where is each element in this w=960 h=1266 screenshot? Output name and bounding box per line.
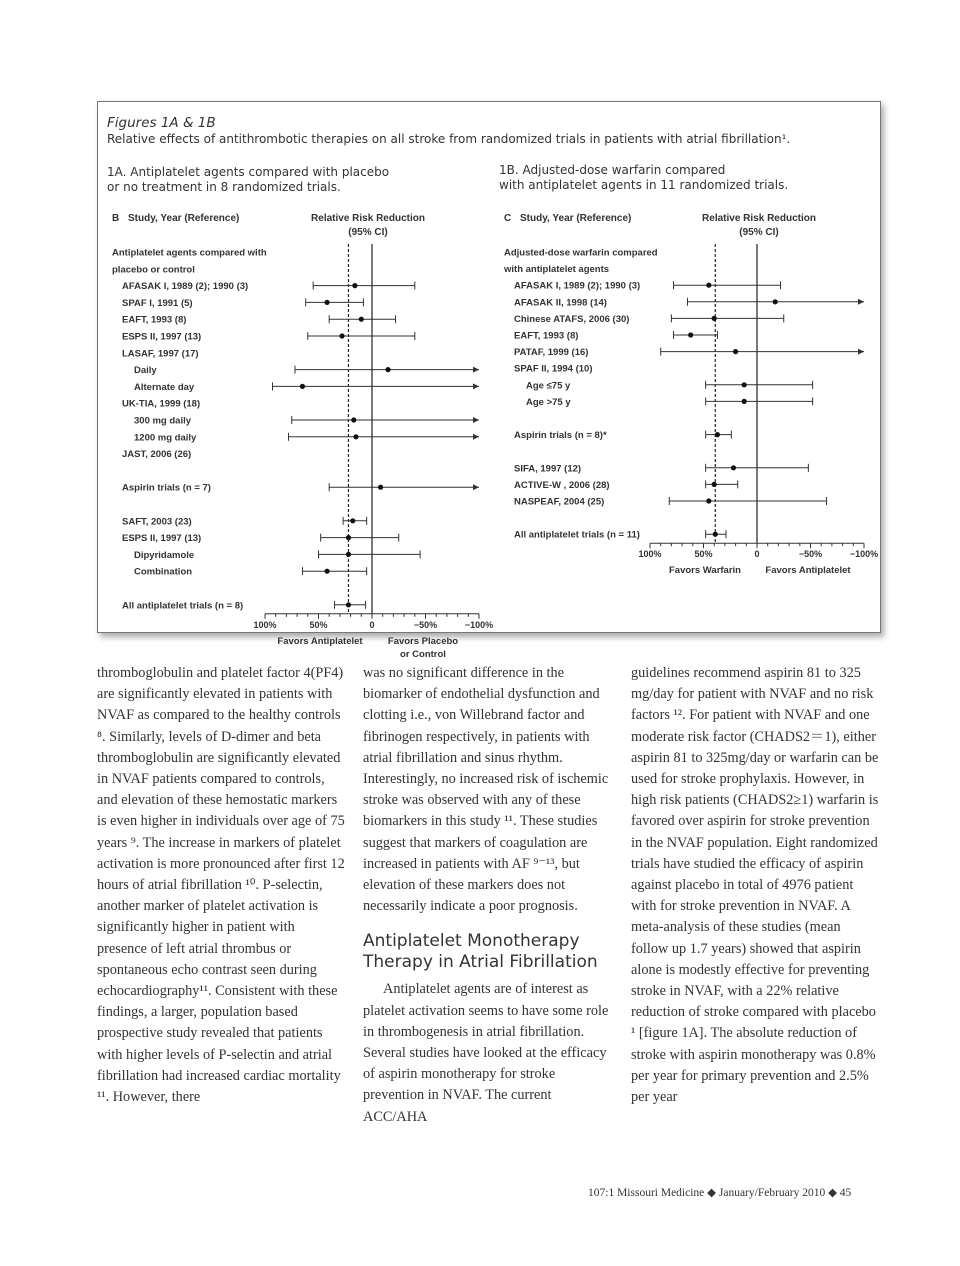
study-label: AFASAK II, 1998 (14) xyxy=(514,297,607,309)
summary-label: Aspirin trials (n = 8)* xyxy=(514,430,607,442)
ci-arrow xyxy=(473,417,479,423)
study-label: Chinese ATAFS, 2006 (30) xyxy=(514,313,630,325)
study-label: ESPS II, 1997 (13) xyxy=(122,533,202,545)
study-label: ACTIVE-W , 2006 (28) xyxy=(514,479,610,491)
text-column-3 xyxy=(631,663,881,1108)
point-estimate xyxy=(706,283,711,288)
point-estimate xyxy=(712,482,717,487)
point-estimate xyxy=(733,349,738,354)
ci-arrow xyxy=(473,383,479,389)
panel-b-caption xyxy=(499,163,788,193)
study-label: ESPS II, 1997 (13) xyxy=(122,331,202,343)
point-estimate xyxy=(359,317,364,322)
ci-arrow xyxy=(473,434,479,440)
point-estimate xyxy=(712,316,717,321)
point-estimate xyxy=(706,498,711,503)
text-column-1 xyxy=(97,663,347,1108)
column-2-paragraph-2: Antiplatelet agents are of interest as platelet activation seems to have some role in thrombogenesis in atrial fibrillation. Several studies have looked at the efficacy of aspirin monotherapy for stroke prevention in NVAF. The current ACC/AHA xyxy=(363,981,609,1125)
panel-b-caption-line: with antiplatelet agents in 11 randomized trials. xyxy=(499,178,789,192)
point-estimate xyxy=(731,465,736,470)
ci-arrow xyxy=(858,299,864,305)
point-estimate xyxy=(352,283,357,288)
tick-label: −100% xyxy=(464,619,494,630)
tick-label: 0 xyxy=(369,619,375,630)
effect-column-header: Relative Risk Reduction xyxy=(702,213,816,224)
study-label: EAFT, 1993 (8) xyxy=(514,330,579,342)
column-1-paragraph: thromboglobulin and platelet factor 4(PF4) are significantly elevated in patients with NVAF as compared to the healthy controls ⁸. Similarly, levels of D-dimer and beta thromboglobulin are significantly elevated in NVAF patients compared to controls, and elevation of these hemostatic markers is even higher in individuals over age of 75 years ⁹. The increase in markers of platelet activation is more pronounced after first 12 hours of atrial fibrillation ¹⁰. P-selectin, another marker of platelet activation is significantly higher in patient with presence of left atrial thrombus or spontaneous echo contrast seen during echocardiography¹¹. Consistent with these findings, a larger, population based prospective study revealed that patients with higher levels of P-selectin and atrial fibrillation had increased cardiac mortality ¹¹. However, there xyxy=(97,665,345,1106)
figure-caption: Relative effects of antithrombotic therapies on all stroke from randomized trials in patients with atrial fibrillation¹. xyxy=(107,132,791,146)
study-label: Age ≤75 y xyxy=(526,380,571,392)
study-label: Combination xyxy=(134,566,193,578)
study-label: 1200 mg daily xyxy=(134,432,197,444)
page-footer: 107:1 Missouri Medicine ◆ January/February 2010 ◆ 45 xyxy=(588,1187,852,1199)
figure-title: Figures 1A & 1B xyxy=(107,115,216,131)
tick-label: 50% xyxy=(309,619,328,630)
group-label: Adjusted-dose warfarin compared xyxy=(504,247,658,259)
favors-left-label: Favors Antiplatelet xyxy=(277,635,363,647)
tick-label: 0 xyxy=(754,549,760,560)
forest-plot-b xyxy=(490,202,879,577)
favors-right-label: or Control xyxy=(400,648,446,660)
forest-plot-a xyxy=(98,202,494,660)
text-column-2 xyxy=(363,663,615,1128)
point-estimate xyxy=(688,332,693,337)
study-label: AFASAK I, 1989 (2); 1990 (3) xyxy=(514,280,641,292)
favors-right-label: Favors Antiplatelet xyxy=(765,565,851,577)
study-label: PATAF, 1999 (16) xyxy=(514,347,589,359)
summary-point xyxy=(715,432,720,437)
point-estimate xyxy=(300,384,305,389)
study-label: SIFA, 1997 (12) xyxy=(514,463,582,475)
favors-right-label: Favors Placebo xyxy=(387,635,459,647)
point-estimate xyxy=(324,569,329,574)
point-estimate xyxy=(742,399,747,404)
study-label: SAFT, 2003 (23) xyxy=(122,516,192,528)
study-label: SPAF I, 1991 (5) xyxy=(122,297,193,309)
figure-box xyxy=(97,101,881,660)
tick-label: 100% xyxy=(253,619,277,630)
point-estimate xyxy=(346,552,351,557)
panel-a-caption-line: or no treatment in 8 randomized trials. xyxy=(107,180,341,194)
panel-letter: B xyxy=(112,213,120,224)
group-label: with antiplatelet agents xyxy=(504,264,610,276)
panel-a-caption xyxy=(107,165,389,195)
point-estimate xyxy=(339,333,344,338)
group-label: Antiplatelet agents compared with xyxy=(112,247,267,259)
panel-letter: C xyxy=(504,213,512,224)
study-label: UK-TIA, 1999 (18) xyxy=(122,398,201,410)
tick-label: −100% xyxy=(849,549,879,560)
study-label: Dipyridamole xyxy=(134,549,195,561)
study-label: Alternate day xyxy=(134,381,195,393)
summary-label: Aspirin trials (n = 7) xyxy=(122,482,211,494)
tick-label: −50% xyxy=(413,619,438,630)
point-estimate xyxy=(385,367,390,372)
study-label: Daily xyxy=(134,365,157,377)
summary-point xyxy=(346,602,351,607)
point-estimate xyxy=(346,535,351,540)
ci-arrow xyxy=(858,349,864,355)
effect-column-header: Relative Risk Reduction xyxy=(311,213,425,224)
point-estimate xyxy=(324,300,329,305)
tick-label: −50% xyxy=(798,549,823,560)
point-estimate xyxy=(350,518,355,523)
effect-column-header: (95% CI) xyxy=(348,227,388,238)
point-estimate xyxy=(351,417,356,422)
ci-arrow xyxy=(473,484,479,490)
point-estimate xyxy=(353,434,358,439)
column-2-paragraph-1: was no significant difference in the biomarker of endothelial dysfunction and clotting i.e., von Willebrand factor and fibrinogen respectively, in patients with atrial fibrillation and sinus rhythm. Interestingly, no increased risk of ischemic stroke was observed with any of these biomarkers in this study ¹¹. These studies suggest that markers of coagulation are increased in patients with AF ⁹⁻¹³, but elevation of these markers does not necessarily indicate a poor prognosis. xyxy=(363,665,609,915)
point-estimate xyxy=(742,382,747,387)
section-heading: Antiplatelet Monotherapy Therapy in Atrial Fibrillation xyxy=(363,931,598,973)
effect-column-header: (95% CI) xyxy=(739,227,779,238)
tick-label: 50% xyxy=(694,549,713,560)
study-column-header: Study, Year (Reference) xyxy=(128,213,240,224)
study-label: 300 mg daily xyxy=(134,415,192,427)
study-label: SPAF II, 1994 (10) xyxy=(514,363,593,375)
column-3-paragraph: guidelines recommend aspirin 81 to 325 mg/day for patient with NVAF and no risk factors ¹². For patient with NVAF and one moderate risk factor (CHADS2＝1), either aspirin 81 to 325mg/day or warfarin can be used for stroke prophylaxis. However, in high risk patients (CHADS2≥1) warfarin is favored over aspirin for stroke prevention in the NVAF population. Eight randomized trials have studied the efficacy of aspirin against placebo in total of 4976 patient with for stroke prevention in NVAF. A meta-analysis of these studies (mean follow up 1.7 years) showed that aspirin alone is modestly effective for preventing stroke in NVAF, with a 22% relative reduction of stroke compared with placebo ¹ [figure 1A]. The absolute reduction of stroke with aspirin monotherapy was 0.8% per year for primary prevention and 2.5% per year xyxy=(631,665,879,1106)
summary-label: All antiplatelet trials (n = 8) xyxy=(122,600,244,612)
summary-point xyxy=(713,532,718,537)
study-label: NASPEAF, 2004 (25) xyxy=(514,496,605,508)
ci-arrow xyxy=(473,367,479,373)
summary-label: All antiplatelet trials (n = 11) xyxy=(514,529,640,541)
study-label: Age >75 y xyxy=(526,396,571,408)
group-label: placebo or control xyxy=(112,264,195,276)
study-label: LASAF, 1997 (17) xyxy=(122,348,199,360)
panel-b-caption-line: 1B. Adjusted-dose warfarin compared xyxy=(499,163,726,177)
study-label: JAST, 2006 (26) xyxy=(122,449,192,461)
point-estimate xyxy=(773,299,778,304)
study-label: EAFT, 1993 (8) xyxy=(122,314,187,326)
study-label: AFASAK I, 1989 (2); 1990 (3) xyxy=(122,281,249,293)
panel-a-caption-line: 1A. Antiplatelet agents compared with placebo xyxy=(107,165,390,179)
favors-left-label: Favors Warfarin xyxy=(669,565,741,577)
study-column-header: Study, Year (Reference) xyxy=(520,213,632,224)
summary-point xyxy=(378,485,383,490)
tick-label: 100% xyxy=(638,549,662,560)
